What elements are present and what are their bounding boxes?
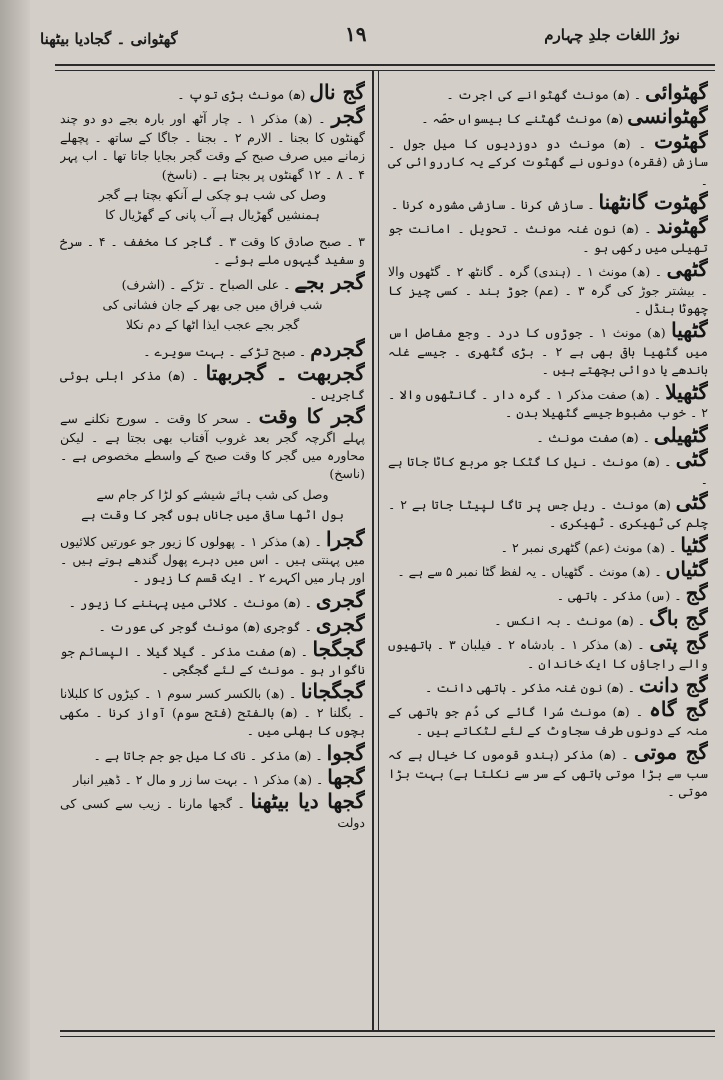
header-rule (55, 64, 715, 66)
definition-text: ۔ (ھ) مذکر ۱ ۔ بادشاہ ۲ ۔ فیلبان ۳ ۔ ہاتھیوں والے راجاؤں کا ایک خاندان ۔ (388, 637, 708, 671)
dictionary-entry (388, 533, 708, 557)
dictionary-entry (388, 318, 708, 379)
definition-text: ۔ (ھ) مونث ۔ کلائی میں پہننے کا زیور ۔ (68, 594, 316, 610)
dictionary-entry (60, 337, 365, 361)
definition-text: ۔ (ھ) نون غنہ مذکر ۔ ہاتھی دانت ۔ (424, 679, 639, 695)
definition-text: ۔ (ھ) مذکر ۱ ۔ بہت سا زر و مال ۲ ۔ ڈھیر انبار (73, 772, 328, 787)
page-range-words: گھٹوانی ۔ گجادیا بیٹھنا (40, 30, 178, 48)
dictionary-entry (388, 380, 708, 423)
definition-text: ۔ (ھ) مونث سُرا گائے کی دُم جو ہاتھی کے منہ کے دونوں طرف سجاوٹ کے لئے لٹکاتے ہیں ۔ (388, 704, 708, 738)
headword: گٹیاں (665, 556, 708, 581)
definition-text: ۔ (ھ) مذکر ۱ ۔ پھولوں کا زیور جو عورتیں کلائیوں میں پہنتی ہیں ۔ اس میں دہرے پھول گندھے ہوتے ہیں ۔ اور ہار میں اکہرے ۲ ۔ ایک قسم کا زیور ۔ (60, 533, 365, 586)
definition-text: ۳ ۔ صبح صادق کا وقت ۳ ۔ گاجر کا مخفف ۔ ۴ ۔ سرخ و سفید گیہوں ملے ہوئے ۔ (60, 233, 365, 268)
dictionary-entry (60, 612, 365, 636)
verse-line: ہمنشیں گھڑیال ہے آب پانی کے گھڑیال کا (105, 207, 320, 223)
definition-text: ۔ علی الصباح ۔ تڑکے ۔ (اشرف) (121, 276, 295, 292)
definition-text: ۔ (ھ) مونث ۔ نیل کا گٹکا جو مربع کاٹا جاتا ہے ۔ (388, 453, 708, 488)
verse-line: وصل کی شب ہائے شیشے کو لڑا کر جام سے (96, 486, 329, 502)
column-divider (372, 70, 374, 1030)
headword: گٹھیلا (665, 379, 708, 404)
definition-text: ۔ صبح تڑکے ۔ بہت سویرے ۔ (143, 343, 311, 359)
headword: گجردم (310, 336, 365, 361)
definition-text: ۔ (س) مذکر ۔ ہاتھی ۔ (556, 588, 686, 604)
headword: گجر (331, 104, 365, 129)
headword: گجوا (326, 740, 365, 765)
headword: گجر کا وقت (258, 404, 365, 429)
dictionary-entry (388, 190, 708, 214)
headword: گٹی (675, 446, 708, 471)
dictionary-entry (60, 361, 365, 404)
dictionary-entry (388, 447, 708, 490)
headword: گجگجا (312, 636, 365, 661)
definition-text: ۔ (ھ) مذکر (ہندو قوموں کا خیال ہے کہ سب سے بڑا موتی ہاتھی کے سر سے نکلتا ہے) بہت بڑا موتی ۔ (388, 747, 708, 799)
headword: گھٹوانسی (627, 104, 708, 129)
dictionary-entry (60, 80, 365, 104)
headword: گج (685, 581, 708, 606)
definition-text: (ھ) مونث بڑی توپ ۔ (177, 87, 310, 102)
dictionary-entry (388, 697, 708, 740)
definition-text: ۔ گوجری (ھ) مونث گوجر کی عورت ۔ (98, 619, 316, 635)
dictionary-entry (60, 227, 365, 270)
definition-text: ۔ (ھ) مونث ۔ گٹھیاں ۔ یہ لفظ گٹا نمبر ۵ سے ہے ۔ (397, 563, 666, 579)
dictionary-entry (60, 270, 365, 294)
column-divider-thin (378, 70, 379, 1030)
page-header (40, 20, 700, 60)
verse-line: بول اٹھا ساقی میں جاناں ہوں گجر کا وقت ہے (81, 507, 344, 523)
dictionary-entry (60, 104, 365, 184)
verse-line: وصل کی شب ہو چکی لے آنکھ بچتا ہے گجر (98, 187, 327, 203)
definition-text: ۔ (ھ) مونث ۔ بہ انکس ۔ (494, 612, 650, 628)
dictionary-entry (60, 789, 365, 832)
headword: گجھا (327, 765, 365, 789)
headword: گج پتی (649, 630, 708, 655)
definition-text: ۔ سحر کا وقت ۔ سورج نکلنے سے پہلے اگرچہ گجر بعد غروب آفتاب بھی بجتا ہے ۔ لیکن محاورہ میں گجر کا وقت صبح کے واسطے مخصوص ہے ۔ (ناسخ) (60, 411, 365, 482)
definition-text: ۔ (ھ) مونث ۱ ۔ (ہندی) گرہ ۔ گانٹھ ۲ ۔ گٹھوں والا ۔ بیشتر جوڑ کی گرہ ۳ ۔ (عم) جوڑ بند ۔ کسی چیز کا چھوٹا بنڈل ۔ (388, 264, 708, 317)
definition-text: ۔ سازش کرنا ۔ سازشی مشورہ کرنا ۔ (390, 197, 599, 213)
verse-line: گجر بجے عجب ایذا اٹھا کے دم نکلا (125, 317, 300, 333)
dictionary-entry (388, 673, 708, 697)
headword: گھٹوت (654, 128, 708, 153)
headword: گجری (315, 587, 365, 612)
running-title: نورُ اللغات جلدِ چہارم (544, 26, 680, 44)
headword: گج باگ (649, 605, 708, 630)
dictionary-entry (388, 606, 708, 630)
headword: گٹی (675, 489, 708, 514)
definition-text: ۔ (ھ) مذکر ۱ ۔ چار آٹھ اور بارہ بجے دو دو چند گھنٹوں کا بجنا ۔ الارم ۲ ۔ بجنا ۔ جاگا کے ساتھ ۔ پچھلے زمانے میں صرف صبح کے وقت گجر بجایا جاتا تھا ۔ اب پہر ۴ ۔ ۸ ۔ ۱۲ گھنٹوں پر بجتا ہے ۔ (ناسخ) (60, 111, 365, 182)
headword: گج دانت (638, 672, 708, 697)
page-number: ۱۹ (345, 22, 367, 46)
headword: گجربھت ۔ گجربھتا (205, 361, 365, 386)
dictionary-entry (60, 741, 365, 765)
dictionary-entry (388, 129, 708, 190)
definition-text: ۔ (ھ) مونث گھٹوانے کی اجرت ۔ (446, 87, 646, 102)
right-column (388, 80, 708, 1025)
definition-text: ۔ (ھ) صفت مذکر ۱ ۔ گرہ دار ۔ گانٹھوں والا ۔ ۲ ۔ خوب مضبوط جیسے گٹھیلا بدن ۔ (388, 386, 708, 421)
definition-text: ۔ (ھ) مونث دو دوزدیوں کا میل جول ۔ سازش (فقرہ) دونوں نے گھٹوت کرکے یہ کارروائی کی ۔ (388, 135, 708, 188)
headword: گھٹوائی (645, 80, 708, 104)
dictionary-entry (388, 557, 708, 581)
dictionary-entry (388, 581, 708, 605)
headword: گج نال (309, 80, 365, 104)
book-gutter (0, 0, 30, 1080)
headword: گجر بجے (294, 269, 365, 294)
dictionary-entry (60, 588, 365, 612)
dictionary-entry (388, 423, 708, 447)
dictionary-entry (388, 214, 708, 257)
footer-rule-thin (60, 1036, 715, 1037)
headword: گھٹوند (656, 214, 708, 239)
left-column (60, 80, 365, 1025)
headword: گٹھی (666, 257, 708, 282)
headword: گجگجانا (300, 679, 365, 704)
definition-text: ۔ (ھ) مونث (عم) گٹھری نمبر ۲ ۔ (500, 539, 681, 555)
definition-text: (ھ) مونث ۔ ریل جس پر تاگا لپیٹا جاتا ہے ۲ ۔ چلم کی ٹھیکری ۔ ٹھیکری ۔ (388, 496, 708, 531)
dictionary-entry (60, 637, 365, 680)
dictionary-entry (388, 490, 708, 533)
headword: گجری (315, 612, 365, 637)
definition-text: ۔ گجھا مارنا ۔ زیب سے کسی کی دولت (60, 796, 365, 830)
definition-text: ۔ (ھ) بالکسر کسر سوم ۱ ۔ کیڑوں کا کلبلانا ۔ بگلنا ۲ ۔ (ھ) بالفتح (فتح سوم) آواز کرنا ۔ مکھی بچوں کا بھلی میں ۔ (60, 686, 365, 739)
footer-rule (60, 1030, 715, 1032)
dictionary-entry (388, 257, 708, 318)
dictionary-entry (388, 630, 708, 673)
dictionary-entry (60, 765, 365, 789)
headword: گج موتی (633, 740, 708, 765)
headword: گٹھیلی (653, 422, 708, 447)
dictionary-entry (388, 80, 708, 104)
header-rule-thin (55, 70, 715, 71)
definition-text: (ھ) مونث ۱ ۔ جوڑوں کا درد ۔ وجع مفاصل اس میں گٹھیا باقی بھی ہے ۲ ۔ بڑی گٹھری ۔ جیسے غلہ باندھے یا دوائی بچھتے ہیں ۔ (388, 325, 708, 378)
headword: گجھا دیا بیٹھنا (250, 789, 365, 814)
headword: گٹیا (680, 532, 708, 557)
verse-line: شب فراق میں جی بھر کے جان فشانی کی (102, 297, 323, 313)
headword: گجرا (325, 526, 365, 551)
headword: گج گاہ (649, 697, 708, 722)
headword: گھٹوت گانٹھنا (598, 190, 708, 215)
definition-text: ۔ (ھ) مذکر ۔ ناک کا میل جو جم جاتا ہے ۔ (93, 747, 327, 763)
dictionary-entry (388, 104, 708, 128)
headword: گٹھیا (671, 318, 708, 343)
dictionary-entry (60, 679, 365, 740)
definition-text: ۔ (ھ) صفت مذکر ۔ گیلا گیلا ۔ الپسائم جو ناگوار ہو ۔ مونث کے لئے گجگجی ۔ (60, 643, 365, 677)
dictionary-entry (60, 404, 365, 484)
definition-text: ۔ (ھ) صفت مونث ۔ (536, 429, 654, 445)
definition-text: ۔ (ھ) نون غنہ مونث ۔ تحویل ۔ امانت جو تھیلی میں رکھی ہو ۔ (388, 221, 708, 255)
definition-text: ۔ (ھ) مذکر ابلی ہوئی گاجریں ۔ (60, 368, 365, 402)
definition-text: (ھ) مونث گھٹنے کا بیسواں حصّہ ۔ (421, 111, 628, 127)
dictionary-entry (60, 527, 365, 588)
dictionary-entry (388, 740, 708, 801)
